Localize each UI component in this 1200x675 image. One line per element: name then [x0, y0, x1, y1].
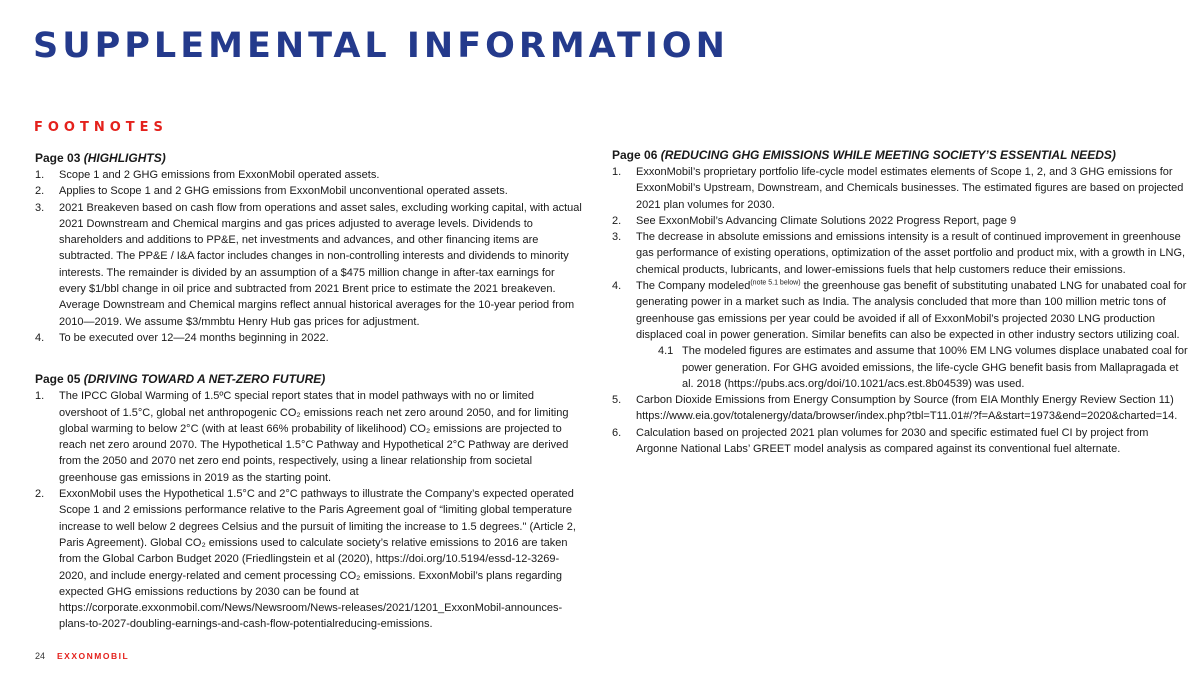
footnote-text: Applies to Scope 1 and 2 GHG emissions from ExxonMobil unconventional operated assets. — [59, 185, 508, 198]
footnote-number: 3. — [35, 201, 45, 214]
footnote-item — [612, 213, 1190, 229]
footnote-number: 1. — [35, 169, 45, 181]
footnote-item — [35, 330, 583, 346]
section-page-label: Page 03 — [35, 151, 84, 165]
section-note: (HIGHLIGHTS) — [83, 151, 166, 165]
footnote-item — [612, 164, 1190, 213]
footnote-text: The IPCC Global Warming of 1.5ºC special report states that in model pathways with no or limited overshoot of 1.5°C, global net anthropogenic CO₂ emissions reach net zero around 2050, and for limiting global warming to below 2°C (with at least 66% probability of likelihood) CO₂ emissions are projected to reach net zero around 2070. The Hypothetical 1.5°C Pathway and Hypothetical 2°C Pathway are derived from the 2050 and 2070 net zero end points, respectively, using a linear relationship from societal greenhouse gas emissions in 2019 as the starting point. — [59, 390, 569, 484]
footnote-number: 5. — [612, 394, 622, 407]
section-note: (DRIVING TOWARD A NET-ZERO FUTURE) — [83, 372, 326, 387]
footnote-text: Carbon Dioxide Emissions from Energy Consumption by Source (from EIA Monthly Energy Review Section 11) https://www.eia.gov/totalenergy/data/browser/index.php?tbl=T11.01#/?f=A&start=1973&end=2020&charted=14. — [636, 394, 1178, 423]
section-heading-page-05 — [35, 371, 583, 387]
footnote-text: 2021 Breakeven based on cash flow from operations and asset sales, excluding working capital, with actual 2021 Downstream and Chemical margins and gas prices adjusted to average levels. Dividends to shareholders and additions to PP&E, net investments and advances, and other financing items are subtracted. The PP&E / I&A factor includes changes in non-controlling interests and dividends to minority interests. The remainder is divided by an assumption of a $475 million change in after-tax earnings for every $1/bbl change in oil price and subtracted from 2021 Brent price to estimate the 2021 breakeven. Average Downstream and Chemical margins reflect annual historical averages for the 10-year period from 2010—2019. We assume $3/mmbtu Henry Hub gas prices for adjustment. — [59, 201, 582, 328]
page-footer — [35, 651, 129, 661]
footnote-number: 2. — [35, 488, 45, 501]
section-page-label: Page 05 — [35, 372, 84, 387]
section-note: (REDUCING GHG EMISSIONS WHILE MEETING SOCIETY’S ESSENTIAL NEEDS) — [660, 148, 1116, 162]
right-column — [612, 147, 1190, 457]
footnote-item — [35, 183, 583, 199]
footnote-item — [35, 167, 583, 183]
footnote-number: 6. — [612, 426, 622, 439]
footnote-text: ExxonMobil uses the Hypothetical 1.5°C and 2°C pathways to illustrate the Company’s expected operated Scope 1 and 2 emissions performance relative to the Paris Agreement goal of “limiting global temperature increase to well below 2 degrees Celsius and the pursuit of limiting the increase to 1.5 degrees." (Article 2, Paris Agreement). Global CO₂ emissions used to calculate society’s relative emissions to 2016 are taken from the Global Carbon Budget 2020 (Friedlingstein et al (2020), https://doi.org/10.5194/essd-12-3269-2020, and include energy-related and cement processing CO₂ emissions. ExxonMobil’s plans regarding expected GHG emissions reductions by 2030 can be found at https://corporate.exxonmobil.com/News/Newsroom/News-releases/2021/1201_ExxonMobil-announces-plans-to-2027-doubling-earnings-and-cash-flow-potentialreducing-emissions. — [59, 488, 576, 631]
section-heading-page-03 — [35, 150, 583, 166]
left-column — [35, 150, 583, 633]
footnote-number: 1. — [612, 166, 622, 178]
footnote-text: The Company modeled — [636, 280, 751, 293]
footnote-item — [35, 388, 583, 486]
footnote-text: Calculation based on projected 2021 plan volumes for 2030 and specific estimated fuel CI by project from Argonne National Labs’ GREET model analysis as compared against its conventional fuel alternate. — [636, 426, 1149, 456]
subnote-number: 4.1 — [658, 345, 674, 358]
page-title: SUPPLEMENTAL INFORMATION — [33, 26, 729, 66]
brand-logo-text: EXXONMOBIL — [57, 651, 130, 661]
section-page-label: Page 06 — [612, 148, 661, 162]
page-number: 24 — [35, 651, 46, 661]
footnote-text: Scope 1 and 2 GHG emissions from ExxonMobil operated assets. — [59, 169, 380, 181]
footnote-item — [35, 200, 583, 330]
footnote-list-page-05 — [35, 388, 583, 632]
footnote-number: 2. — [35, 185, 45, 198]
subnote-text: The modeled figures are estimates and assume that 100% EM LNG volumes displace unabated coal for power generation. For GHG avoided emissions, the life-cycle GHG benefit basis from Mallapragada et al. 2018 (https://pubs.acs.org/doi/10.1021/acs.est.8b04539) was used. — [682, 345, 1188, 390]
footnote-list-page-06 — [612, 164, 1190, 343]
footnote-text: To be executed over 12—24 months beginning in 2022. — [59, 331, 329, 344]
footnote-superscript: (note 5.1 below) — [750, 279, 801, 287]
section-spacer — [35, 346, 583, 371]
footnote-item — [612, 229, 1190, 278]
footnote-text: The decrease in absolute emissions and emissions intensity is a result of continued improvement in greenhouse gas performance of existing operations, optimization of the asset portfolio and product mix, with a growth in LNG, chemical products, lubricants, and lower-emissions fuels that help customers reduce their emissions. — [636, 231, 1186, 276]
footnote-subnote — [612, 343, 1190, 392]
section-heading-page-06 — [612, 147, 1190, 163]
footnote-item — [612, 425, 1190, 458]
footnotes-heading: FOOTNOTES — [34, 120, 168, 135]
footnote-text: See ExxonMobil’s Advancing Climate Solutions 2022 Progress Report, page 9 — [636, 214, 1017, 227]
footnote-list-page-03 — [35, 167, 583, 346]
footnote-list-page-06-continued — [612, 392, 1190, 457]
footnote-item — [612, 392, 1190, 425]
footnote-number: 4. — [35, 331, 45, 344]
footnote-number: 1. — [35, 390, 45, 403]
footnote-number: 2. — [612, 214, 622, 227]
footnote-item — [35, 486, 583, 633]
footnote-text-continued: the greenhouse gas benefit of substituting unabated LNG for unabated coal for generating power in a market such as India. The analysis concluded that more than 100 million metric tons of greenhouse gas emissions per year could be avoided if all of ExxonMobil’s projected 2030 LNG production displaced coal in power generation. Similar benefits can also be expected in other industry sectors utilizing coal. — [636, 280, 1187, 341]
footnote-text: ExxonMobil’s proprietary portfolio life-cycle model estimates elements of Scope 1, 2, and 3 GHG emissions for ExxonMobil’s Upstream, Downstream, and Chemicals businesses. The estimated figures are based on projected 2021 plan volumes for 2030. — [636, 166, 1184, 211]
footnote-number: 4. — [612, 280, 622, 293]
footnote-number: 3. — [612, 231, 622, 244]
footnote-item — [612, 278, 1190, 343]
